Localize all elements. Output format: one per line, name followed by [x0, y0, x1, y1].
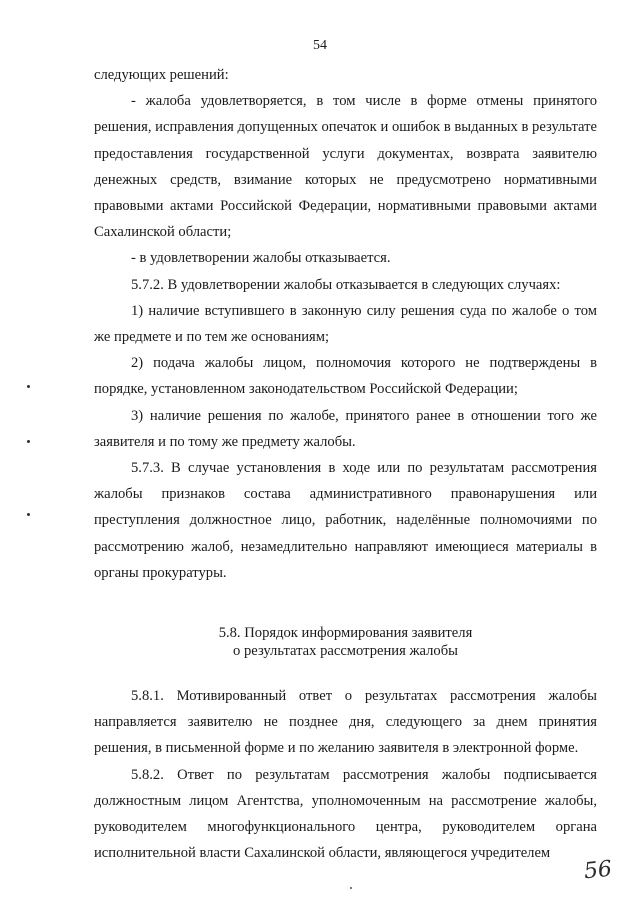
handwritten-page-number: 56 — [582, 856, 614, 885]
section-heading — [94, 624, 597, 660]
scan-speck — [27, 440, 30, 443]
section-heading-line1: 5.8. Порядок информирования заявителя — [218, 625, 473, 642]
paragraph: 5.7.2. В удовлетворении жалобы отказывается в следующих случаях: — [131, 276, 561, 293]
paragraph-group-bottom — [94, 683, 597, 866]
paragraph: 3) наличие решения по жалобе, принятого ранее в отношении того же заявителя и по тому же предмету жалобы. — [94, 407, 597, 450]
paragraph: 5.8.1. Мотивированный ответ о результатах рассмотрения жалобы направляется заявителю не позднее дня, следующего за днем принятия решения, в письменной форме и по желанию заявителя в электронной форме. — [94, 688, 597, 757]
page-number: 54 — [313, 38, 327, 53]
section-heading-line2: о результатах рассмотрения жалобы — [233, 643, 458, 660]
scan-speck — [27, 513, 30, 516]
paragraph: 1) наличие вступившего в законную силу решения суда по жалобе о том же предмете и по тем же основаниям; — [94, 302, 597, 346]
paragraph: 2) подача жалобы лицом, полномочия которого не подтверждены в порядке, установленном законодательством Российской Федерации; — [94, 355, 597, 398]
scan-speck — [27, 385, 30, 388]
document-body — [94, 62, 597, 866]
paragraph: 5.8.2. Ответ по результатам рассмотрения жалобы подписывается должностным лицом Агентства, уполномоченным на рассмотрение жалобы, руководителем многофункционального центра, руководителем органа исполнительной власти Сахалинской области, являющегося учредителем — [94, 766, 597, 862]
paragraph: - в удовлетворении жалобы отказывается. — [131, 250, 391, 267]
paragraph: - жалоба удовлетворяется, в том числе в форме отмены принятого решения, исправления допущенных опечаток и ошибок в выданных в результате предоставления государственной услуги документах, возврата заявителю денежных средств, взимание которых не предусмотрено нормативными правовыми актами Российской Федерации, нормативными правовыми актами Сахалинской области; — [94, 93, 597, 241]
scan-speck — [350, 887, 352, 889]
paragraph: следующих решений: — [94, 67, 229, 83]
paragraph: 5.7.3. В случае установления в ходе или по результатам рассмотрения жалобы признаков состава административного правонарушения или преступления должностное лицо, работник, наделённые полномочиями по рассмотрению жалоб, незамедлительно направляют имеющиеся материалы в органы прокуратуры. — [94, 460, 597, 581]
paragraph-group-top — [94, 62, 597, 586]
